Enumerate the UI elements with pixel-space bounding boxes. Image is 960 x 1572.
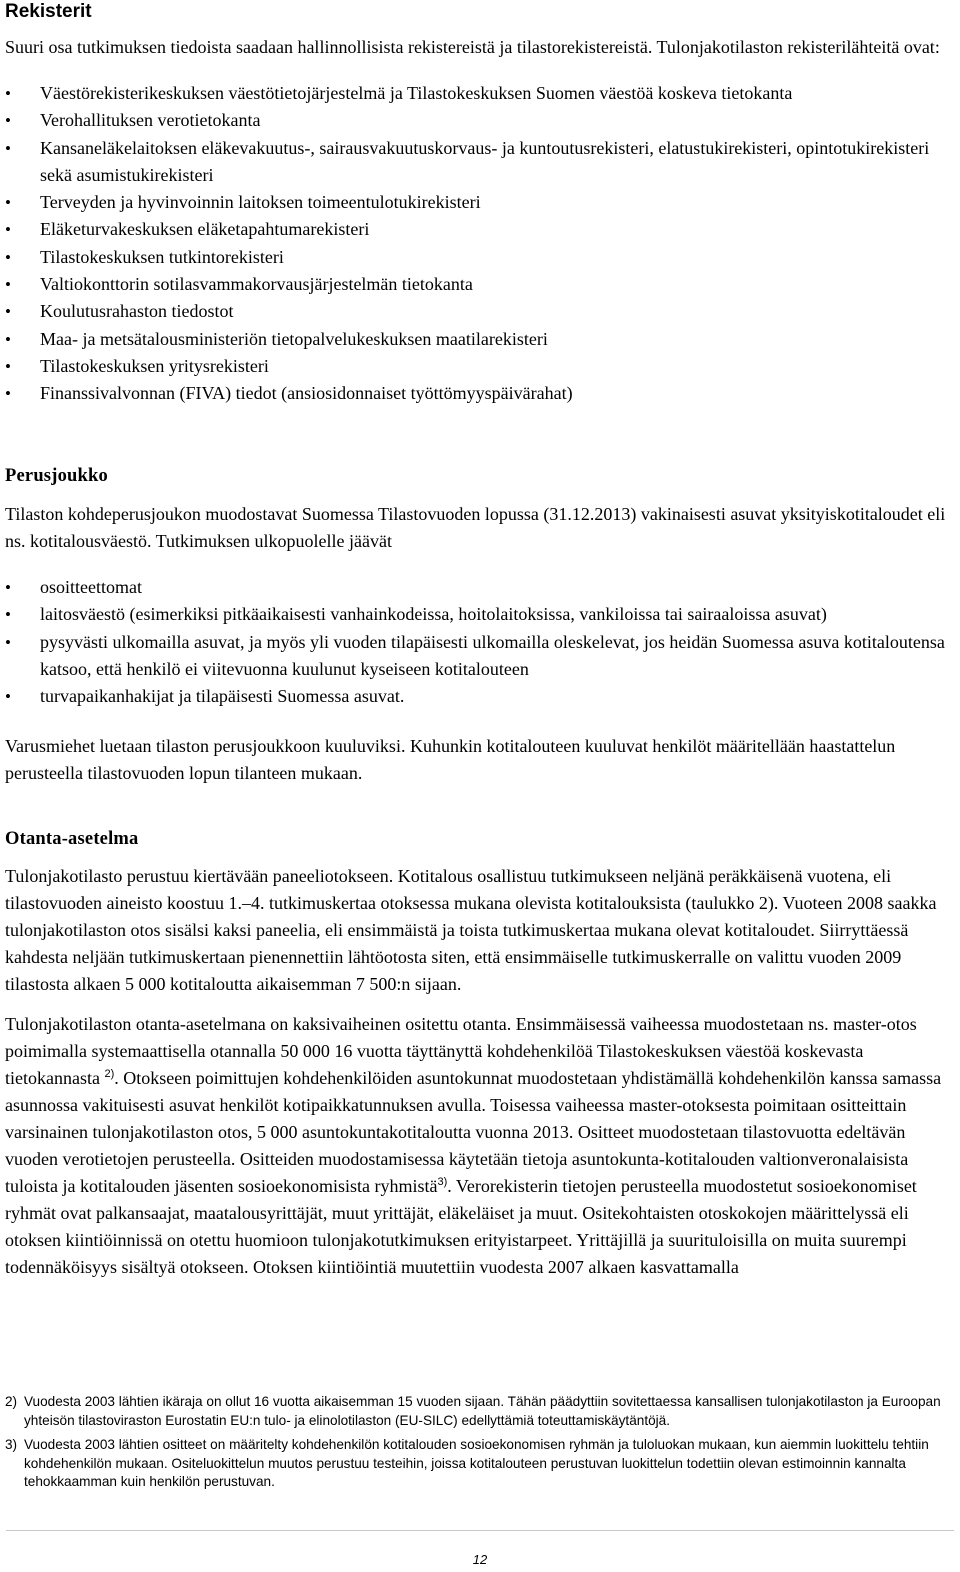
register-list-item: • Tilastokeskuksen tutkintorekisteri bbox=[5, 244, 957, 271]
registers-heading: Rekisterit bbox=[5, 1, 92, 22]
sampling-heading: Otanta-asetelma bbox=[5, 829, 139, 849]
register-list-item: • Tilastokeskuksen yritysrekisteri bbox=[5, 353, 957, 380]
register-list-item: • Eläketurvakeskuksen eläketapahtumarekisteri bbox=[5, 216, 957, 243]
registers-list bbox=[5, 80, 957, 408]
register-list-item: • Väestörekisterikeskuksen väestötietojärjestelmä ja Tilastokeskuksen Suomen väestöä koskeva tietokanta bbox=[5, 80, 957, 107]
footnote-text: Vuodesta 2003 lähtien ositteet on määritelty kohdehenkilön kotitalouden sosioekonomisen ryhmän ja tuloluokan mukaan, kun aiemmin luokittelu tehtiin kohdehenkilön mukaan. Ositeluokittelun muutos perustuu testeihin, joissa kotitalouteen perustuvan luokittelun todettiin olevan estimoinnin kannalta tehokkaamman kuin henkilön perustuvan. bbox=[24, 1437, 929, 1489]
registers-section bbox=[5, 0, 957, 408]
footnote-text: Vuodesta 2003 lähtien ikäraja on ollut 16 vuotta aikaisemman 15 vuoden sijaan. Tähän päädyttiin sovitettaessa kansallisen tulonjakotilaston ja Euroopan yhteisön tilastoviraston Eurostatin EU:n tulo- ja elinolotilaston (EU-SILC) edellyttämiä toteuttamiskäytäntöjä. bbox=[24, 1394, 941, 1428]
population-list bbox=[5, 574, 957, 710]
register-list-item: • Terveyden ja hyvinvoinnin laitoksen toimeentulotukirekisteri bbox=[5, 189, 957, 216]
footnotes bbox=[5, 1393, 950, 1492]
population-intro: Tilaston kohdeperusjoukon muodostavat Suomessa Tilastovuoden lopussa (31.12.2013) vakinaisesti asuvat yksityiskotitaloudet eli ns. kotitalousväestö. Tutkimuksen ulkopuolelle jäävät bbox=[5, 504, 946, 551]
sampling-paragraph-1: Tulonjakotilasto perustuu kiertävään paneeliotokseen. Kotitalous osallistuu tutkimukseen neljänä peräkkäisenä vuotena, eli tilastovuoden aineisto koostuu 1.–4. tutkimuskertaa otoksessa mukana olevista kotitalouksista (taulukko 2). Vuoteen 2008 saakka tulonjakotilaston otos sisälsi kaksi paneelia, eli ensimmäistä ja toista tutkimuskertaa mukana olevat kotitaloudet. Siirryttäessä kahdesta neljään tutkimuskertaan pienennettiin lähtöotosta siten, että ensimmäiselle tutkimuskerralle on valittu vuoden 2009 tilastosta alkaen 5 000 kotitaloutta aikaisemman 7 500:n sijaan. bbox=[5, 866, 937, 994]
register-list-item: • Valtiokonttorin sotilasvammakorvausjärjestelmän tietokanta bbox=[5, 271, 957, 298]
footer-divider bbox=[6, 1530, 954, 1531]
sampling-section bbox=[5, 826, 957, 1281]
register-list-item: • Finanssivalvonnan (FIVA) tiedot (ansiosidonnaiset työttömyyspäivärahat) bbox=[5, 380, 957, 407]
register-list-item: • Verohallituksen verotietokanta bbox=[5, 107, 957, 134]
register-list-item: • Koulutusrahaston tiedostot bbox=[5, 298, 957, 325]
register-list-item: • Kansaneläkelaitoksen eläkevakuutus-, sairausvakuutuskorvaus- ja kuntoutusrekisteri, elatustukirekisteri, opintotukirekisteri sekä asumistukirekisteri bbox=[5, 135, 957, 190]
sampling-p2-part-a: Tulonjakotilaston otanta-asetelmana on kaksivaiheinen ositettu otanta. Ensimmäisessä vaiheessa muodostetaan ns. master-otos poimimalla systemaattisella otannalla 50 000 16 vuotta täyttänyttä kohdehenkilöä Tilastokeskuksen väestöä koskevasta tietokannasta bbox=[5, 1014, 917, 1088]
sampling-paragraph-2 bbox=[5, 1011, 957, 1281]
excluded-group-item: • turvapaikanhakijat ja tilapäisesti Suomessa asuvat. bbox=[5, 683, 957, 710]
footnote bbox=[5, 1393, 950, 1430]
footnote bbox=[5, 1436, 950, 1492]
excluded-group-item: • laitosväestö (esimerkiksi pitkäaikaisesti vanhainkodeissa, hoitolaitoksissa, vankiloissa tai sairaaloissa asuvat) bbox=[5, 601, 957, 628]
registers-intro: Suuri osa tutkimuksen tiedoista saadaan hallinnollisista rekistereistä ja tilastorekistereistä. Tulonjakotilaston rekisterilähteitä ovat: bbox=[5, 37, 940, 57]
footnote-ref-2: 2) bbox=[104, 1068, 115, 1080]
population-closing: Varusmiehet luetaan tilaston perusjoukkoon kuuluviksi. Kuhunkin kotitalouteen kuuluvat henkilöt määritellään haastattelun perusteella tilastovuoden lopun tilanteen mukaan. bbox=[5, 736, 896, 784]
population-section bbox=[5, 463, 957, 787]
excluded-group-item: • pysyvästi ulkomailla asuvat, ja myös yli vuoden tilapäisesti ulkomailla oleskelevat, jos heidän Suomessa asuva kotitaloutensa katsoo, että henkilö ei viitevuonna kuulunut kyseiseen kotitalouteen bbox=[5, 629, 957, 684]
page-number: 12 bbox=[472, 1552, 488, 1567]
register-list-item: • Maa- ja metsätalousministeriön tietopalvelukeskuksen maatilarekisteri bbox=[5, 326, 957, 353]
footnote-ref-3: 3) bbox=[437, 1176, 448, 1188]
footnote-number: 3) bbox=[5, 1437, 18, 1452]
excluded-group-item: • osoitteettomat bbox=[5, 574, 957, 601]
sampling-p2-part-b: . Otokseen poimittujen kohdehenkilöiden asuntokunnat muodostetaan yhdistämällä kohdehenkilön kanssa samassa asunnossa vakituisesti asuvat henkilöt kotipaikkatunnuksen avulla. Toisessa vaiheessa master-otoksesta poimitaan ositteittain varsinainen tulonjakotilaston otos, 5 000 asuntokuntakotitaloutta vuonna 2013. Ositteet muodostetaan tilastovuotta edeltävän vuoden verotietojen perusteella. Ositteiden muodostamisessa käytetään tietoja asuntokunta-kotitalouden valtionveronalaisista tuloista ja kotitalouden jäsenten sosioekonomisista ryhmistä bbox=[5, 1068, 942, 1196]
sampling-p2-part-c: . Verorekisterin tietojen perusteella muodostetut sosioekonomiset ryhmät ovat palkansaajat, maatalousyrittäjät, muut yrittäjät, eläkeläiset ja muut. Ositekohtaisten otoskokojen määrittelyssä eli otoksen kiintiöinnissä on otettu huomioon tulonjakotutkimuksen erityistarpeet. Yrittäjillä ja suurituloisilla on muita suurempi todennäköisyys sisältyä otokseen. Otoksen kiintiöintiä muutettiin vuodesta 2007 alkaen kasvattamalla bbox=[5, 1176, 917, 1277]
footnote-number: 2) bbox=[5, 1394, 18, 1409]
population-heading: Perusjoukko bbox=[5, 466, 108, 486]
